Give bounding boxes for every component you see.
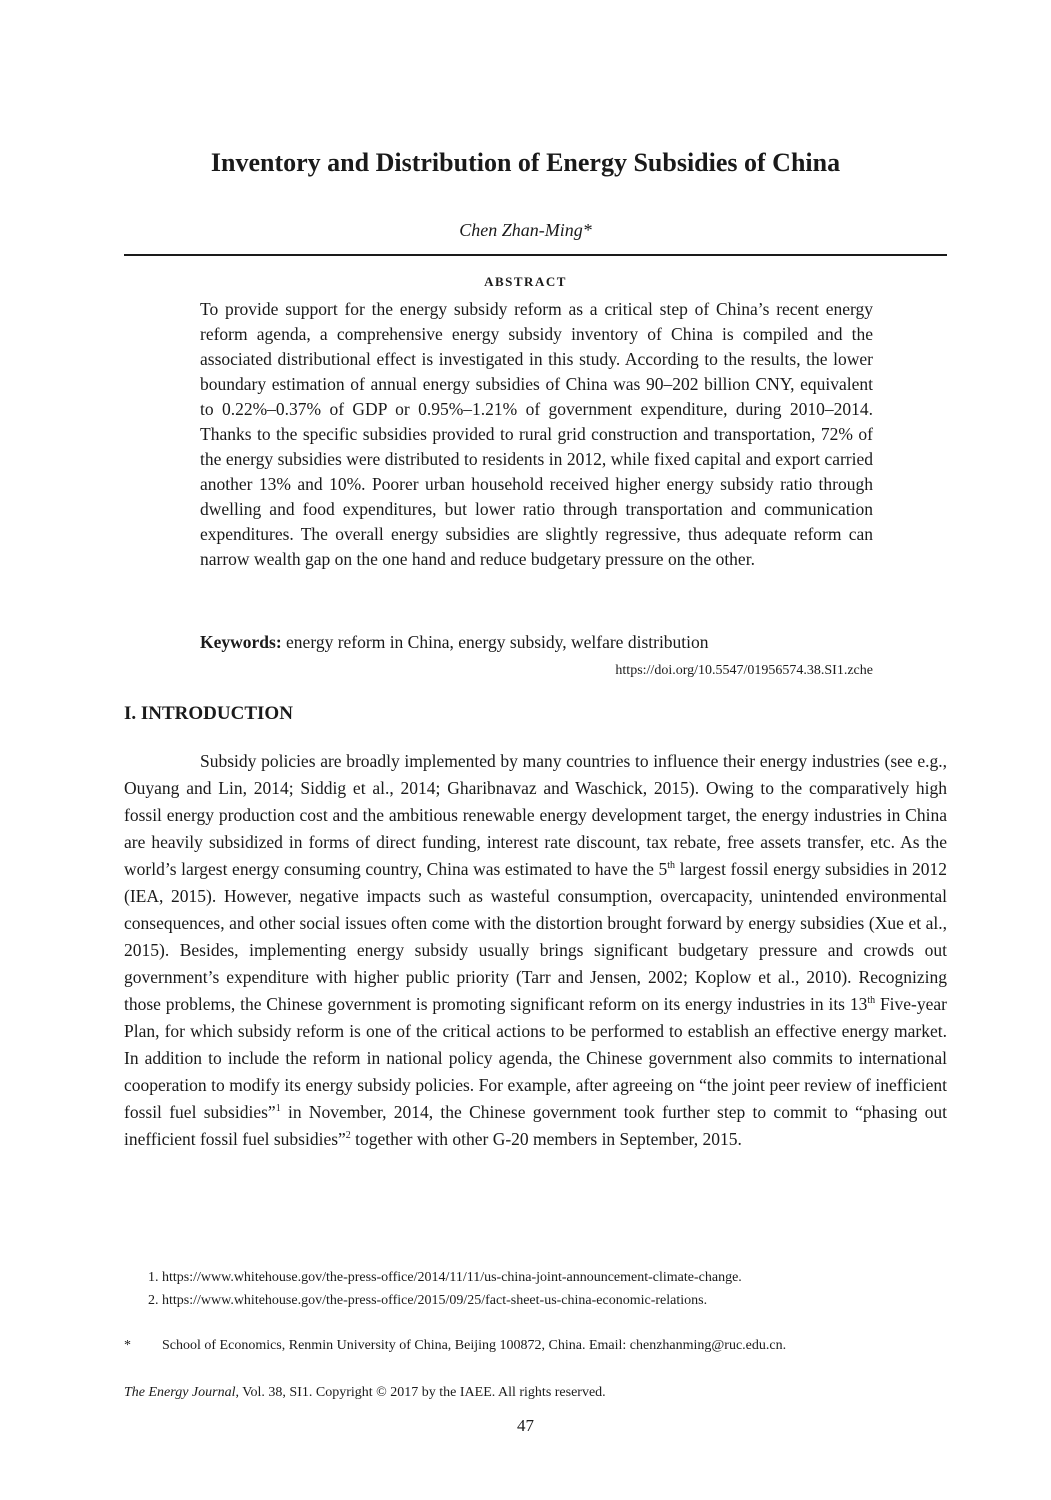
superscript: th: [667, 860, 675, 872]
affiliation-text: School of Economics, Renmin University of China, Beijing 100872, China. Email: chenzhanming@ruc.edu.cn.: [162, 1338, 787, 1353]
intro-text-part: in November, 2014, the Chinese government took further step to commit to “phasing out inefficient fossil fuel subsidies”: [124, 1102, 947, 1149]
intro-text-part: Subsidy policies are broadly implemented by many countries to influence their energy industries (see e.g., Ouyang and Lin, 2014; Siddig et al., 2014; Gharibnavaz and Waschick, 2015). Owing to the comparatively high fossil energy production cost and the ambitious renewable energy development target, the energy industries in China are heavily subsidized in forms of direct funding, interest rate discount, tax rebate, free assets transfer, etc. As the world’s largest energy consuming country, China was estimated to have the 5: [124, 751, 947, 879]
abstract-heading: ABSTRACT: [484, 274, 567, 289]
page-number: 47: [517, 1416, 534, 1435]
intro-text-part: together with other G-20 members in September, 2015.: [350, 1129, 742, 1149]
keywords-text: energy reform in China, energy subsidy, welfare distribution: [286, 632, 709, 652]
journal-name: The Energy Journal: [124, 1385, 236, 1400]
author-name: Chen Zhan-Ming*: [459, 220, 592, 240]
superscript: th: [867, 995, 876, 1007]
keywords-label: Keywords:: [200, 632, 282, 652]
header-rule: [124, 254, 947, 256]
intro-paragraph: [124, 748, 947, 1153]
footnote-2[interactable]: 2. https://www.whitehouse.gov/the-press-office/2015/09/25/fact-sheet-us-china-economic-relations.: [148, 1293, 708, 1308]
footnote-ref-1[interactable]: 1: [275, 1103, 281, 1115]
intro-text-part: largest fossil energy subsidies in 2012 (IEA, 2015). However, negative impacts such as wasteful consumption, overcapacity, unintended environmental consequences, and other social issues often come with the distortion brought forward by energy subsidies (Xue et al., 2015). Besides, implementing energy subsidy usually brings significant budgetary pressure and crowds out government’s expenditure with higher public priority (Tarr and Jensen, 2002; Koplow et al., 2010). Recognizing those problems, the Chinese government is promoting significant reform on its energy industries in its 13: [124, 859, 947, 1014]
journal-details: , Vol. 38, SI1. Copyright © 2017 by the IAEE. All rights reserved.: [235, 1385, 606, 1400]
section-heading: I. INTRODUCTION: [124, 703, 293, 724]
footnotes: [148, 1266, 938, 1312]
footnote-1[interactable]: 1. https://www.whitehouse.gov/the-press-office/2014/11/11/us-china-joint-announcement-climate-change.: [148, 1270, 742, 1285]
journal-citation: [124, 1382, 606, 1404]
affiliation-marker: *: [124, 1338, 131, 1353]
footnote-ref-2[interactable]: 2: [345, 1130, 351, 1142]
affiliation-note: [124, 1335, 947, 1357]
paper-title: Inventory and Distribution of Energy Subsidies of China: [210, 148, 841, 177]
keywords-line: [200, 630, 873, 655]
intro-text-part: Five-year Plan, for which subsidy reform is one of the critical actions to be performed to establish an effective energy market. In addition to include the reform in national policy agenda, the Chinese government also commits to international cooperation to modify its energy subsidy policies. For example, after agreeing on “the joint peer review of inefficient fossil fuel subsidies”: [124, 994, 947, 1122]
doi-link[interactable]: https://doi.org/10.5547/01956574.38.SI1.zche: [615, 663, 873, 678]
abstract-text: To provide support for the energy subsidy reform as a critical step of China’s recent energy reform agenda, a comprehensive energy subsidy inventory of China is compiled and the associated distributional effect is investigated in this study. According to the results, the lower boundary estimation of annual energy subsidies of China was 90–202 billion CNY, equivalent to 0.22%–0.37% of GDP or 0.95%–1.21% of government expenditure, during 2010–2014. Thanks to the specific subsidies provided to rural grid construction and transportation, 72% of the energy subsidies were distributed to residents in 2012, while fixed capital and export carried another 13% and 10%. Poorer urban household received higher energy subsidy ratio through dwelling and food expenditures, but lower ratio through transportation and communication expenditures. The overall energy subsidies are slightly regressive, thus adequate reform can narrow wealth gap on the one hand and reduce budgetary pressure on the other.: [200, 299, 873, 569]
